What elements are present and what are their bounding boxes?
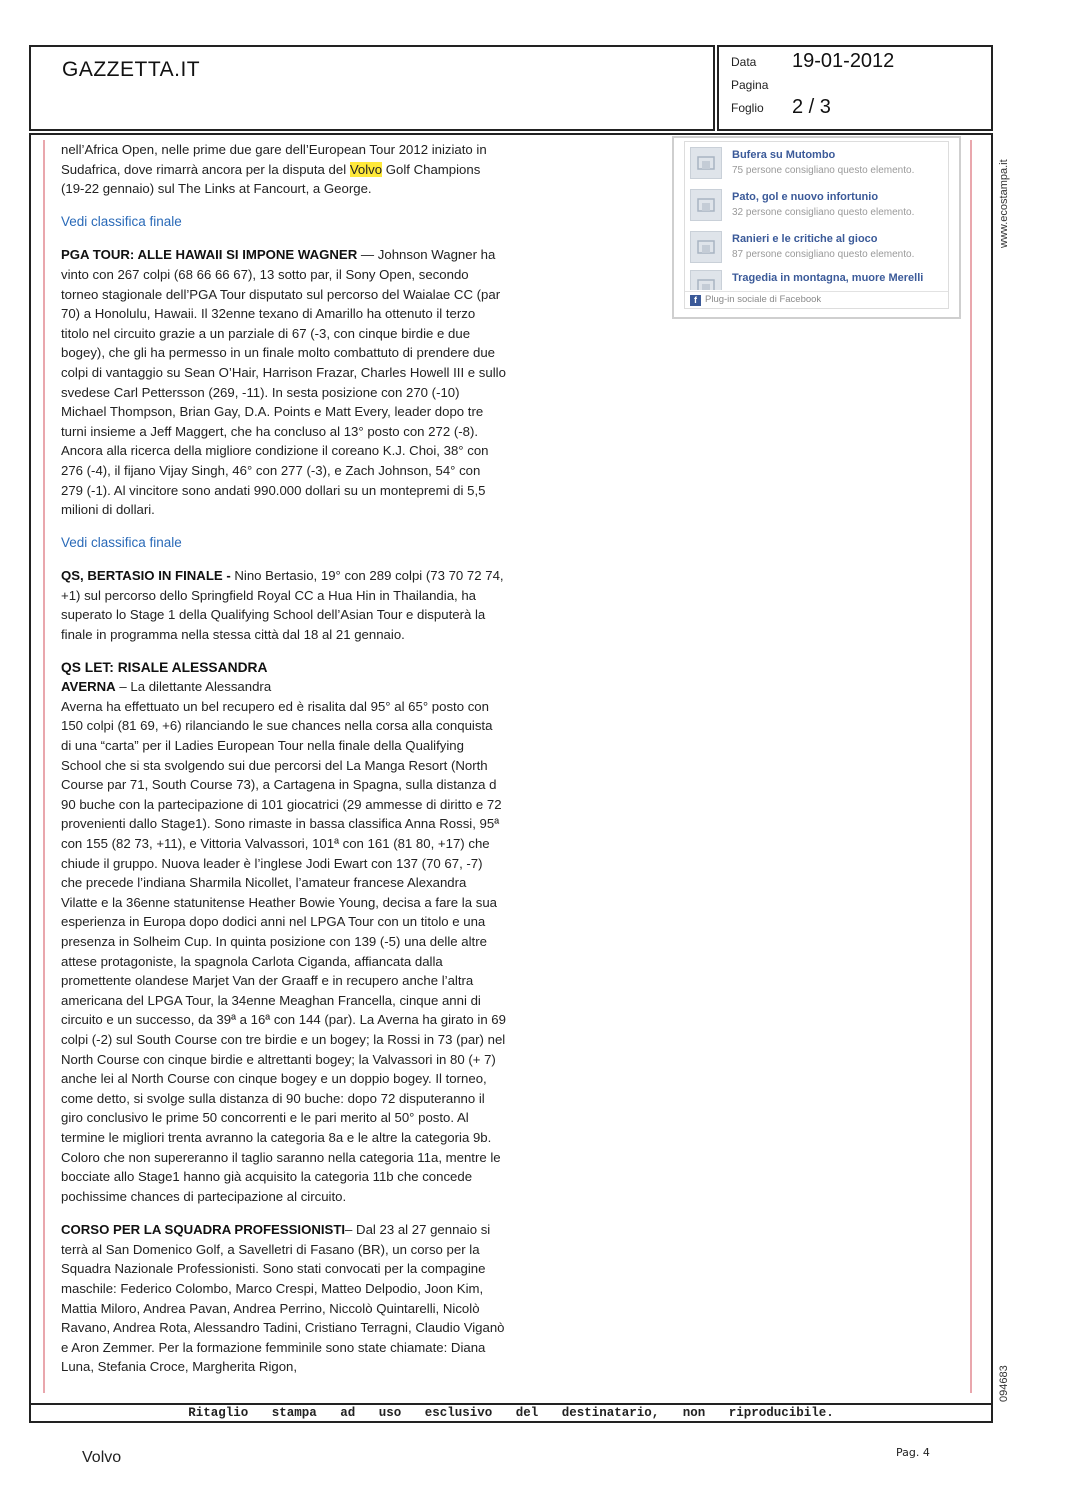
pga-paragraph: PGA TOUR: ALLE HAWAII SI IMPONE WAGNER — Johnson Wagner ha vinto con 267 colpi (68 66 66 67), 13 sotto par, il Sony Open, secondo torneo stagionale dell’PGA Tour disputato sul percorso del Waialae CC (par 70) a Honolulu, Hawaii. Il 32enne texano di Amarillo ha ottenuto il terzo titolo nel circuito grazie a un parziale di 67 (-3, con cinque birdie e due bogey), che gli ha permesso in un finale molto combattuto di prendere due colpi di vantaggio su Sean O’Hair, Harrison Frazar, Charles Howell III e sullo svedese Carl Pettersson (269, -11). In sesta posizione con 270 (-10) Michael Thompson, Brian Gay, D.A. Points e Matt Every, leader dopo tre turni insieme a Jeff Maggert, che ha concluso al 13° posto con 272 (-8). Ancora alla ricerca della migliore condizione il coreano K.J. Choi, 38° con 276 (-4), il fijano Vijay Singh, 46° con 277 (-3), e Zach Johnson, 54° con 279 (-1). Al vincitore sono andati 990.000 dollari su un montepremi di 5,5 milioni di dollari. [61,247,506,518]
fb-item[interactable] [690,231,945,267]
article-body [61,140,506,1390]
highlighted-keyword: Volvo [349,161,383,177]
foglio-label: Foglio [731,101,764,115]
article-thumbnail-icon [690,270,722,290]
fb-item-count: 87 persone consigliano questo elemento. [732,249,915,260]
fb-item[interactable] [690,270,945,290]
right-margin-rule [970,140,972,1393]
facebook-icon: f [690,295,701,306]
let-heading: QS LET: RISALE ALESSANDRA [61,659,268,675]
publication-title: GAZZETTA.IT [62,58,201,81]
let-paragraph: QS LET: RISALE ALESSANDRA AVERNA – La dilettante Alessandra Averna ha effettuato un bel recupero ed è risalita dal 95° al 65° posto con 150 colpi (81 69, +6) rilanciando le sue chances nella corsa alla conquista di una “carta” per il Ladies European Tour nella finale della Qualifying School che si sta svolgendo sui due percorsi del La Manga Resort (North Course par 71, South Course 73), a Cartagena in Spagna, sulla distanza d 90 buche con la partecipazione di 101 giocatrici (29 ammesse di diritto e 72 provenienti dallo Stage1). Sono rimaste in bassa classifica Anna Rossi, 95ª con 155 (82 73, +11), e Vittoria Valvassori, 101ª con 161 (81 80, +17) che chiude il gruppo. Nuova leader è l’inglese Jodi Ewart con 137 (70 67, -7) che precede l’indiana Sharmila Nicollet, l’amateur francese Alexandra Vilatte e la 36enne statunitense Heather Bowie Young, decisa a fare la sua esperienza in Europa dopo dodici anni nel LPGA Tour con un titolo e una presenza in Solheim Cup. In quinta posizione con 139 (-5) una delle altre attese protagoniste, la spagnola Carlota Ciganda, affiancata dalla promettente olandese Marjet Van der Graaff e in recupero anche l’altra americana del LPGA Tour, la 34enne Meaghan Francella, cinque anni di circuito e un successo, da 39ª a 16ª con 144 (par). La Averna ha girato in 69 colpi (-2) sul South Course con tre birdie e un bogey; la Rossi in 73 (par) nel North Course con cinque birdie e altrettanti bogey; la Valvassori in 80 (+ 7) anche lei al North Course con cinque bogey e un doppio bogey. Il torneo, come detto, si svolge sulla distanza di 90 buche: dopo 72 disputeranno il giro conclusivo le prime 50 concorrenti e le pari merito al 50° posto. Al termine le migliori trenta avranno la categoria 8a e le altre la categoria 9b. Coloro che non supereranno il taglio saranno nella categoria 11a, mentre le bocciate allo Stage1 hanno già acquisito la categoria 11b che concede pochissime chances di partecipazione al circuito. [61,659,506,1204]
corso-paragraph: CORSO PER LA SQUADRA PROFESSIONISTI– Dal 23 al 27 gennaio si terrà al San Domenico Golf, a Savelletri di Fasano (BR), un corso per la Squadra Nazionale Professionisti. Sono stati convocati per la compagine maschile: Federico Colombo, Marco Crespi, Matteo Delpodio, Joon Kim, Mattia Miloro, Andrea Pavan, Andrea Perrino, Niccolò Quintarelli, Nicolò Ravano, Andrea Rota, Alessandro Tadini, Cristiano Terragni, Claudio Viganò e Aron Zemmer. Per la formazione femminile sono state chiamate: Diana Luna, Stefania Croce, Margherita Rigon, [61,1222,505,1375]
facebook-recommendations-widget [672,136,961,319]
foglio-value: 2 / 3 [792,96,831,118]
footer-page-number: Pag. 4 [896,1446,930,1459]
qs-heading: QS, BERTASIO IN FINALE - [61,568,231,584]
pagina-label: Pagina [731,78,769,92]
data-label: Data [731,55,757,69]
fb-item-title[interactable]: Pato, gol e nuovo infortunio [732,191,879,203]
intro-paragraph: nell’Africa Open, nelle prime due gare dell’European Tour 2012 iniziato in Sudafrica, dove rimarrà ancora per la disputa del Volvo Golf Champions (19-22 gennaio) sul The Links at Fancourt, a George. [61,142,487,197]
left-margin-rule [43,140,45,1393]
article-thumbnail-icon [690,189,722,221]
qs-paragraph: QS, BERTASIO IN FINALE - Nino Bertasio, 19° con 289 colpi (73 70 72 74, +1) sul percorso dello Springfield Royal CC a Hua Hin in Thailandia, ha superato lo Stage 1 della Qualifying School dell’Asian Tour e disputerà la finale in programma nella stessa città dal 18 al 21 gennaio. [61,568,504,643]
article-thumbnail-icon [690,231,722,263]
archive-code-vertical: 094683 [998,1365,1010,1402]
fb-item[interactable] [690,147,945,183]
classifica-link-1[interactable]: Vedi classifica finale [61,213,182,229]
fb-footer-divider [685,291,948,292]
corso-heading: CORSO PER LA SQUADRA PROFESSIONISTI [61,1222,346,1238]
fb-item-title[interactable]: Ranieri e le critiche al gioco [732,233,878,245]
data-value: 19-01-2012 [792,50,895,72]
classifica-link-2[interactable]: Vedi classifica finale [61,534,182,550]
pga-heading: PGA TOUR: ALLE HAWAII SI IMPONE WAGNER [61,247,358,263]
website-vertical: www.ecostampa.it [998,159,1010,248]
article-thumbnail-icon [690,147,722,179]
fb-item-title[interactable]: Tragedia in montagna, muore Merelli [732,272,924,284]
facebook-widget-inner [684,141,949,309]
fb-item-count: 32 persone consigliano questo elemento. [732,207,915,218]
fb-item-count: 75 persone consigliano questo elemento. [732,165,915,176]
notice-divider [31,1403,991,1405]
reproduction-notice: Ritaglio stampa ad uso esclusivo del destinatario, non riproducibile. [188,1406,834,1420]
fb-item-title[interactable]: Bufera su Mutombo [732,149,836,161]
fb-item[interactable] [690,189,945,225]
fb-footer[interactable]: f Plug-in sociale di Facebook [690,294,821,306]
let-heading-continued: AVERNA [61,679,116,695]
footer-keyword: Volvo [82,1449,122,1466]
